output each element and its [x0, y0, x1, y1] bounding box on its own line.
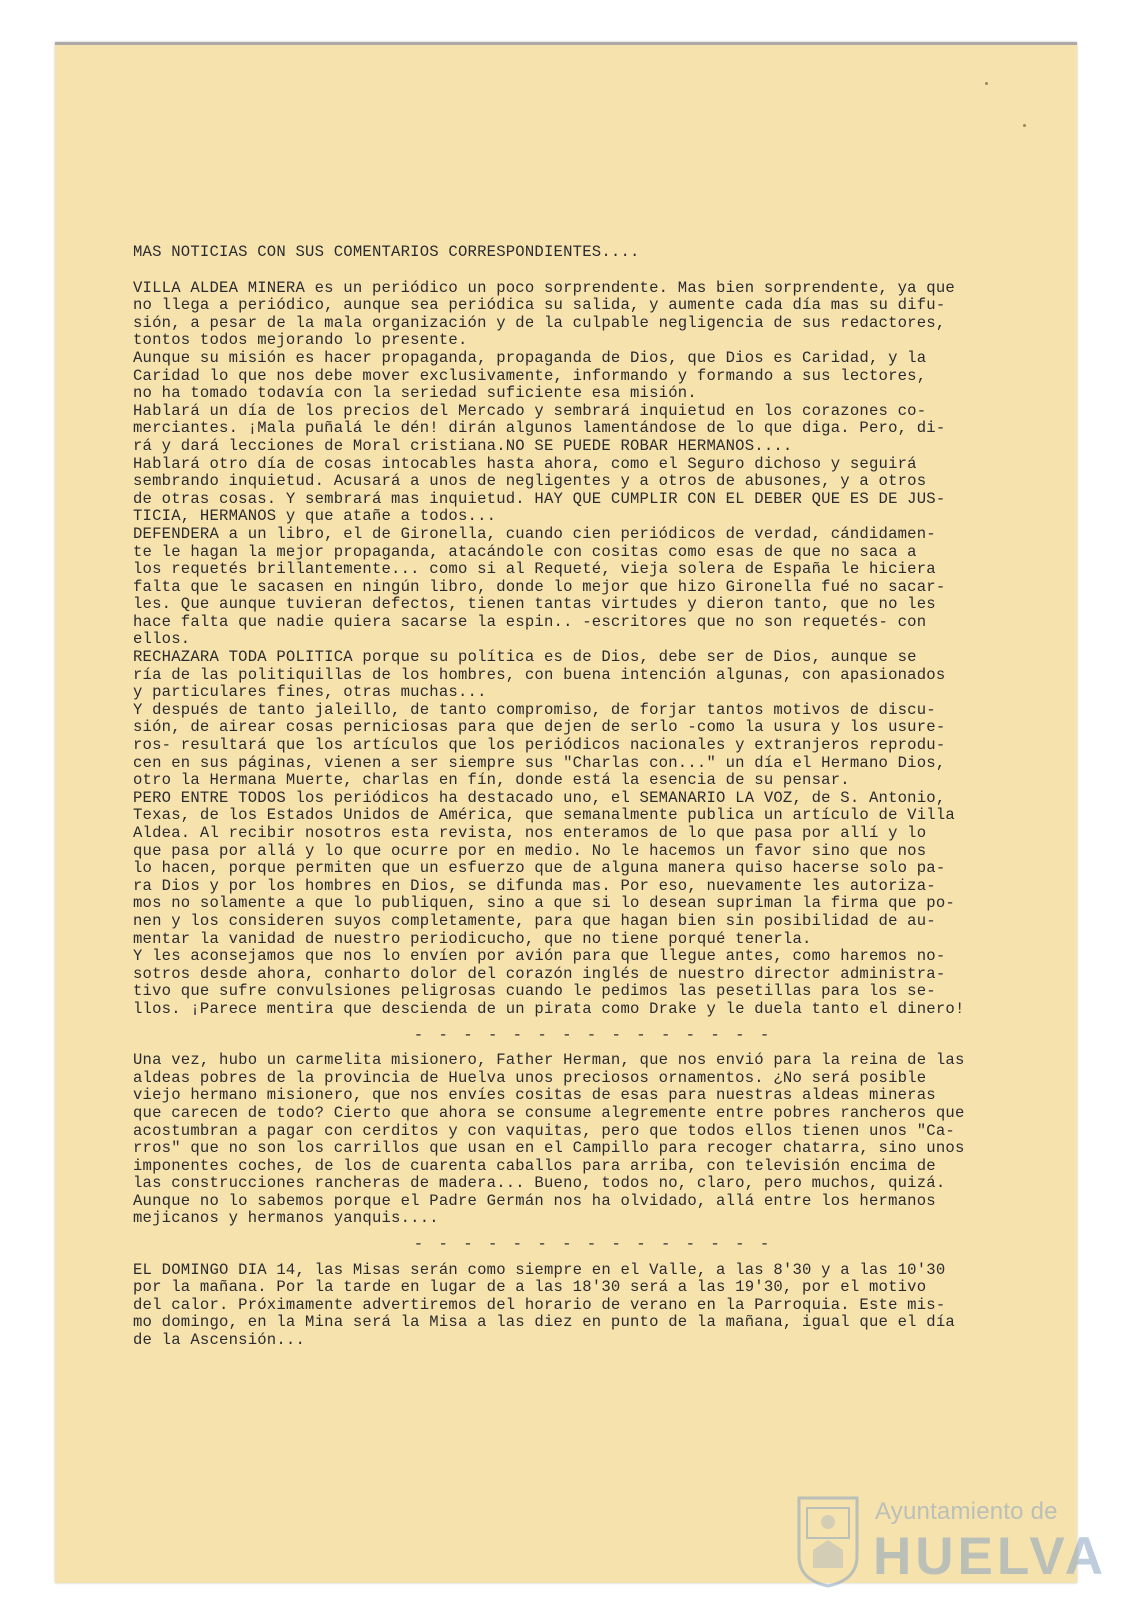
text-line: lo hacen, porque permiten que un esfuerzo que de alguna manera quiso hacerse solo pa-: [133, 859, 946, 878]
text-line: del calor. Próximamente advertiremos del horario de verano en la Parroquia. Este mis-: [133, 1295, 946, 1314]
text-line: no llega a periódico, aunque sea periódica su salida, y aumente cada día mas su difu-: [133, 296, 946, 315]
text-line: ros- resultará que los artículos que los periódicos nacionales y extranjeros reprodu-: [133, 736, 946, 755]
watermark-line-1: Ayuntamiento de: [875, 1498, 1058, 1525]
text-line: de la Ascensión...: [133, 1331, 306, 1350]
text-line: sembrando inquietud. Acusará a unos de negligentes y a otros de abusones, y a otros: [133, 472, 927, 491]
text-line: acostumbran a pagar con cerditos y con vaquitas, pero que todos ellos tienen unos "Ca-: [133, 1121, 955, 1140]
text-line: mentar la vanidad de nuestro periodicucho, que no tiene porqué tenerla.: [133, 929, 812, 948]
text-line: imponentes coches, de los de cuarenta caballos para arriba, con televisión encima de: [133, 1156, 936, 1175]
paragraph-block-1: [133, 280, 1053, 1019]
text-line: por la mañana. Por la tarde en lugar de a las 18'30 será a las 19'30, por el motivo: [133, 1278, 927, 1297]
text-line: nen y los consideren suyos completamente, para que hagan bien sin posibilidad de au-: [133, 911, 936, 930]
text-line: las construcciones rancheras de madera... Bueno, todos no, claro, pero muchos, quizá.: [133, 1174, 946, 1193]
text-line: EL DOMINGO DIA 14, las Misas serán como siempre en el Valle, a las 8'30 y a las 10'30: [133, 1260, 946, 1279]
text-line: Y después de tanto jaleillo, de tanto compromiso, de forjar tantos motivos de discu-: [133, 700, 936, 719]
document-title: MAS NOTICIAS CON SUS COMENTARIOS CORRESPONDIENTES....: [133, 243, 640, 261]
text-line: VILLA ALDEA MINERA es un periódico un poco sorprendente. Mas bien sorprendente, ya que: [133, 278, 955, 297]
separator-line: - - - - - - - - - - - - - - -: [413, 1025, 773, 1044]
text-line: TICIA, HERMANOS y que atañe a todos...: [133, 507, 497, 526]
text-line: sotros desde ahora, conharto dolor del corazón inglés de nuestro director administra-: [133, 964, 946, 983]
text-line: tivo que sufre convulsiones peligrosas cuando le pedimos las pesetillas para los se-: [133, 982, 936, 1001]
text-line: Texas, de los Estados Unidos de América, que semanalmente publica un artículo de Villa: [133, 806, 955, 825]
text-line: rros" que no son los carrillos que usan en el Campillo para recoger chatarra, sino unos: [133, 1139, 965, 1158]
watermark-line-2: HUELVA: [873, 1527, 1108, 1586]
text-line: mejicanos y hermanos yanquis....: [133, 1209, 439, 1228]
separator-line: - - - - - - - - - - - - - - -: [413, 1235, 773, 1254]
text-line: que pasa por allá y lo que ocurre por en medio. No le hacemos un favor sino que nos: [133, 841, 927, 860]
text-line: les. Que aunque tuvieran defectos, tienen tantas virtudes y dieron tanto, que no les: [133, 595, 936, 614]
text-line: Una vez, hubo un carmelita misionero, Father Herman, que nos envió para la reina de las: [133, 1051, 965, 1070]
paper-speck: [985, 82, 988, 85]
text-line: DEFENDERA a un libro, el de Gironella, cuando cien periódicos de verdad, cándidamen-: [133, 524, 936, 543]
text-line: ellos.: [133, 630, 191, 649]
text-line: Hablará un día de los precios del Mercado y sembrará inquietud en los corazones co-: [133, 401, 927, 420]
text-line: Y les aconsejamos que nos lo envíen por avión para que llegue antes, como haremos no-: [133, 947, 946, 966]
text-line: merciantes. ¡Mala puñalá le dén! dirán algunos lamentándose de lo que diga. Pero, di-: [133, 419, 946, 438]
text-line: rá y dará lecciones de Moral cristiana.NO SE PUEDE ROBAR HERMANOS....: [133, 436, 793, 455]
text-line: llos. ¡Parece mentira que descienda de un pirata como Drake y le duela tanto el dinero!: [133, 999, 965, 1018]
text-line: Caridad lo que nos debe mover exclusivamente, informando y formando a sus lectores,: [133, 366, 927, 385]
text-line: aldeas pobres de la provincia de Huelva unos preciosos ornamentos. ¿No será posible: [133, 1068, 927, 1087]
text-line: los requetés brillantemente... como si al Requeté, vieja solera de España le hiciera: [133, 560, 936, 579]
text-line: te le hagan la mejor propaganda, atacándole con cositas como esas de que no saca a: [133, 542, 917, 561]
text-line: falta que le sacasen en ningún libro, donde lo mejor que hizo Gironella fué no sacar-: [133, 577, 946, 596]
text-line: Aldea. Al recibir nosotros esta revista, nos enteramos de lo que pasa por allí y lo: [133, 824, 927, 842]
text-line: mo domingo, en la Mina será la Misa a las diez en punto de la mañana, igual que el día: [133, 1313, 955, 1332]
text-line: sión, a pesar de la mala organización y de la culpable negligencia de sus redactores,: [133, 313, 946, 332]
text-line: Aunque su misión es hacer propaganda, propaganda de Dios, que Dios es Caridad, y la: [133, 348, 927, 367]
city-shield-icon: [795, 1494, 861, 1588]
text-line: sión, de airear cosas perniciosas para que dejen de serlo -como la usura y los usure-: [133, 718, 946, 737]
text-line: no ha tomado todavía con la seriedad suficiente esa misión.: [133, 384, 697, 403]
typewritten-text: [133, 244, 1053, 1350]
text-line: mos no solamente a que lo publiquen, sino a que si lo desean supriman la firma que po-: [133, 894, 955, 913]
text-line: de otras cosas. Y sembrará mas inquietud. HAY QUE CUMPLIR CON EL DEBER QUE ES DE JUS-: [133, 489, 946, 508]
paragraph-block-2: [133, 1052, 1053, 1228]
text-line: Aunque no lo sabemos porque el Padre Germán nos ha olvidado, allá entre los hermanos: [133, 1191, 936, 1210]
text-line: hace falta que nadie quiera sacarse la espin.. -escritores que no son requetés- con: [133, 612, 927, 631]
text-line: que carecen de todo? Cierto que ahora se consume alegremente entre pobres rancheros que: [133, 1103, 965, 1122]
text-line: cen en sus páginas, vienen a ser siempre sus "Charlas con..." un día el Hermano Dios,: [133, 753, 946, 772]
text-line: ría de las politiquillas de los hombres, con buena intención algunas, con apasionados: [133, 665, 946, 684]
text-line: y particulares fines, otras muchas...: [133, 683, 487, 702]
watermark: [795, 1492, 1108, 1600]
paragraph-block-3: [133, 1262, 1053, 1350]
text-line: PERO ENTRE TODOS los periódicos ha destacado uno, el SEMANARIO LA VOZ, de S. Antonio,: [133, 788, 946, 807]
text-line: viejo hermano misionero, que nos envíes cositas de esas para nuestras aldeas mineras: [133, 1086, 936, 1105]
paper-speck: [1023, 124, 1026, 127]
text-line: Hablará otro día de cosas intocables hasta ahora, como el Seguro dichoso y seguirá: [133, 454, 917, 473]
document-page: [55, 42, 1108, 1586]
text-line: otro la Hermana Muerte, charlas en fín, donde está la esencia de su pensar.: [133, 771, 850, 790]
text-line: tontos todos mejorando lo presente.: [133, 331, 468, 350]
text-line: ra Dios y por los hombres en Dios, se difunda mas. Por eso, nuevamente les autoriza-: [133, 876, 936, 895]
text-line: RECHAZARA TODA POLITICA porque su política es de Dios, debe ser de Dios, aunque se: [133, 648, 917, 667]
